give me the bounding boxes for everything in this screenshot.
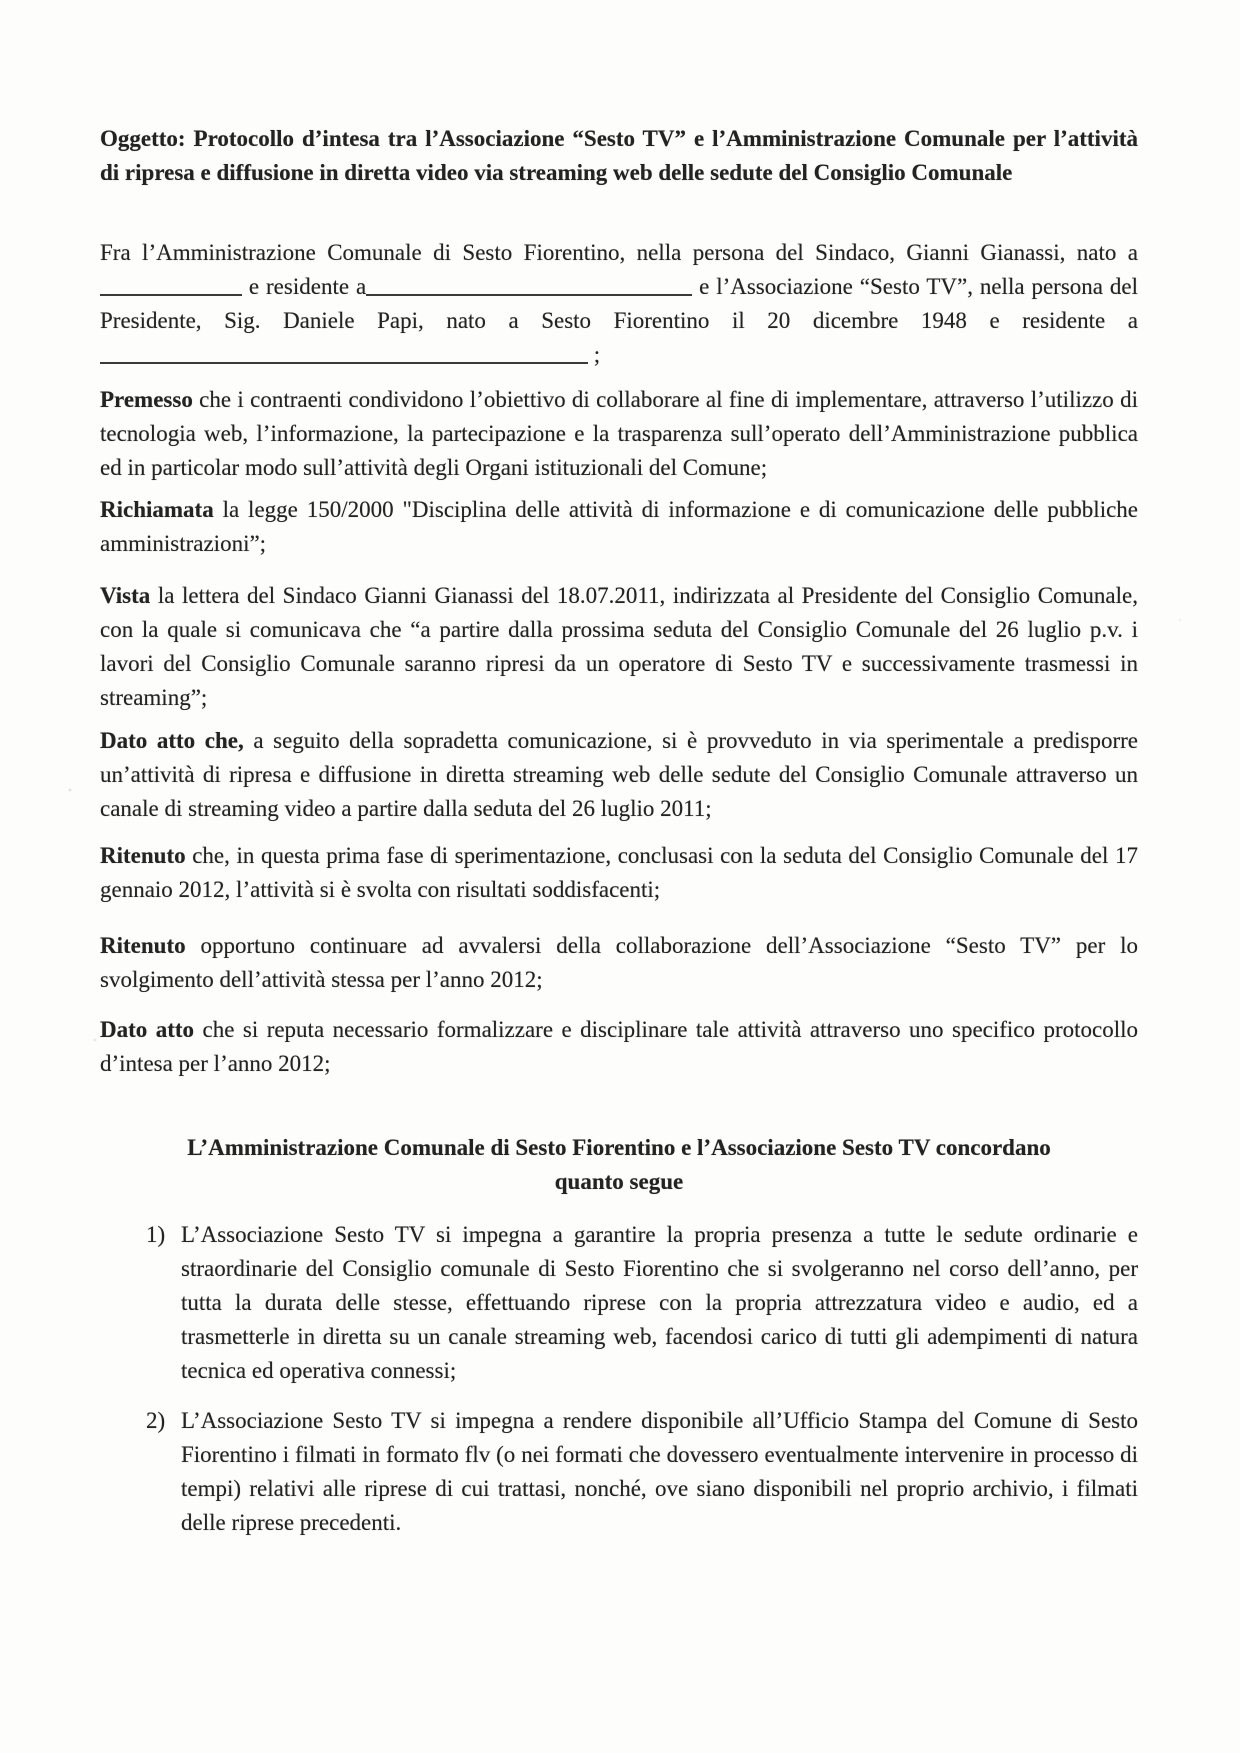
recital-text: che, in questa prima fase di sperimentazione, conclusasi con la seduta del Consiglio Comunale del 17 gennaio 2012, l’attività si è svolta con risultati soddisfacenti;: [100, 843, 1138, 902]
recital-lead: Ritenuto: [100, 933, 186, 958]
agreement-heading-line1: L’Amministrazione Comunale di Sesto Fiorentino e l’Associazione Sesto TV concordano: [187, 1135, 1051, 1160]
intro-text-2: e residente a: [242, 274, 367, 299]
recital-text: la lettera del Sindaco Gianni Gianassi del 18.07.2011, indirizzata al Presidente del Consiglio Comunale, con la quale si comunicava che “a partire dalla prossima seduta del Consiglio Comunale del 26 luglio p.v. i lavori del Consiglio Comunale saranno ripresi da un operatore di Sesto TV e successivamente trasmessi in streaming”;: [100, 583, 1138, 710]
agreement-heading: [110, 1131, 1128, 1199]
item-text: L’Associazione Sesto TV si impegna a rendere disponibile all’Ufficio Stampa del Comune di Sesto Fiorentino i filmati in formato flv (o nei formati che dovessero eventualmente intervenire in processo di tempi) relativi alle riprese di cui trattasi, nonché, ove siano disponibili nel proprio archivio, i filmati delle riprese precedenti.: [181, 1408, 1138, 1535]
item-number: 2): [146, 1408, 166, 1433]
item-number: 1): [146, 1222, 166, 1247]
recital-ritenuto-2: [100, 929, 1138, 997]
recital-text: la legge 150/2000 "Disciplina delle attività di informazione e di comunicazione delle pubbliche amministrazioni”;: [100, 497, 1139, 556]
signature-blank-residence-2: [100, 350, 588, 364]
recital-text: che i contraenti condividono l’obiettivo di collaborare al fine di implementare, attraverso l’utilizzo di tecnologia web, l’informazione, la partecipazione e la trasparenza sull’operato dell’Amministrazione pubblica ed in particolar modo sull’attività degli Organi istituzionali del Comune;: [100, 387, 1138, 480]
item-text: L’Associazione Sesto TV si impegna a garantire la propria presenza a tutte le sedute ordinarie e straordinarie del Consiglio comunale di Sesto Fiorentino che si svolgeranno nel corso dell’anno, per tutta la durata delle stesse, effettuando riprese con la propria attrezzatura video e audio, ed a trasmetterle in diretta su un canale streaming web, facendosi carico di tutti gli adempimenti di natura tecnica ed operativa connessi;: [181, 1222, 1138, 1383]
list-item-1: [100, 1218, 1138, 1388]
recital-lead: Dato atto che,: [100, 728, 244, 753]
signature-blank-residence-1: [366, 282, 692, 296]
intro-text-4: ;: [588, 342, 601, 367]
recital-dato-atto-2: [100, 1013, 1138, 1081]
recital-lead: Vista: [100, 583, 151, 608]
subject-text: Protocollo d’intesa tra l’Associazione “Sesto TV” e l’Amministrazione Comunale per l’attività di ripresa e diffusione in diretta video via streaming web delle sedute del Consiglio Comunale: [100, 126, 1138, 185]
subject-paragraph: [100, 122, 1138, 190]
recital-text: opportuno continuare ad avvalersi della collaborazione dell’Associazione “Sesto TV” per lo svolgimento dell’attività stessa per l’anno 2012;: [100, 933, 1138, 992]
list-item-2: [100, 1404, 1138, 1540]
agreement-heading-line2: quanto segue: [554, 1169, 684, 1194]
recital-text: a seguito della sopradetta comunicazione, si è provveduto in via sperimentale a predisporre un’attività di ripresa e diffusione in diretta streaming web delle sedute del Consiglio Comunale attraverso un canale di streaming video a partire dalla seduta del 26 luglio 2011;: [100, 728, 1138, 821]
recital-dato-atto-1: [100, 724, 1138, 826]
recital-lead: Richiamata: [100, 497, 214, 522]
recital-premesso: [100, 383, 1138, 485]
agreement-items: [100, 1218, 1138, 1540]
intro-text-1: Fra l’Amministrazione Comunale di Sesto Fiorentino, nella persona del Sindaco, Gianni Gianassi, nato a: [100, 240, 1138, 265]
recital-vista: [100, 579, 1138, 715]
recital-richiamata: [100, 493, 1138, 561]
recital-ritenuto-1: [100, 839, 1138, 907]
intro-paragraph: [100, 236, 1138, 372]
subject-label: Oggetto:: [100, 126, 186, 151]
intro-text-3: e l’Associazione “Sesto TV”, nella persona del Presidente, Sig. Daniele Papi, nato a Sesto Fiorentino il 20 dicembre 1948 e residente a: [100, 274, 1138, 333]
recital-lead: Ritenuto: [100, 843, 186, 868]
recital-text: che si reputa necessario formalizzare e disciplinare tale attività attraverso uno specifico protocollo d’intesa per l’anno 2012;: [100, 1017, 1139, 1076]
signature-blank-birthplace: [100, 282, 242, 296]
recital-lead: Premesso: [100, 387, 193, 412]
recital-lead: Dato atto: [100, 1017, 195, 1042]
